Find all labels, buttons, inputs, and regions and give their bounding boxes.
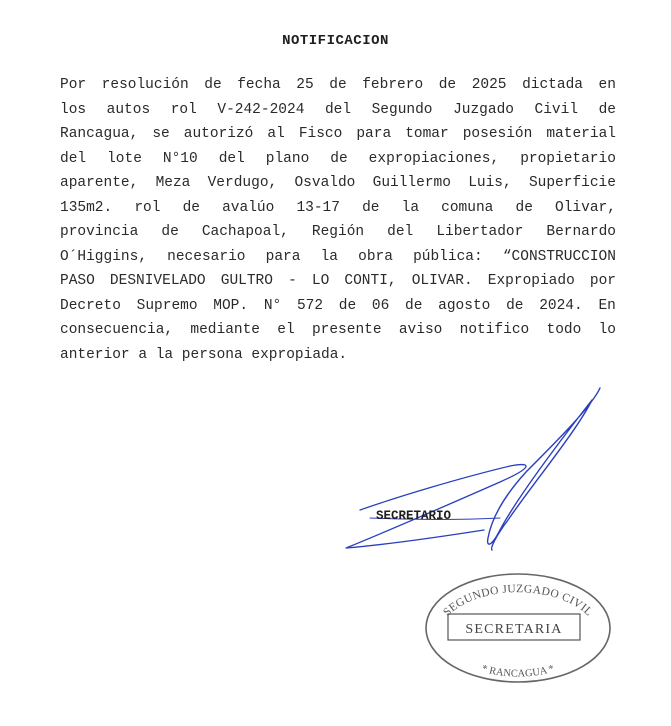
paragraph-line [60, 245, 616, 270]
paragraph-word: avalúo [222, 199, 275, 216]
paragraph-word: del [218, 150, 245, 167]
paragraph-word: de [204, 77, 222, 93]
signature-label: SECRETARIO [376, 509, 452, 523]
paragraph-word: febrero [362, 77, 424, 93]
paragraph-word: de [362, 199, 380, 216]
svg-text:SEGUNDO JUZGADO CIVIL [441, 583, 595, 619]
paragraph-word: persona [181, 346, 243, 363]
paragraph-word: de [438, 77, 457, 93]
paragraph-word: de [182, 199, 200, 216]
paragraph-word: mediante [190, 322, 261, 338]
paragraph-word: en [598, 77, 616, 93]
paragraph-line [60, 269, 616, 294]
paragraph-word: 572 [296, 297, 324, 314]
paragraph-line [60, 122, 616, 147]
paragraph-word: rol [134, 199, 161, 216]
paragraph-word: todo [546, 322, 582, 338]
paragraph-word: material [546, 126, 616, 142]
paragraph-line [60, 220, 616, 245]
paragraph-word: Superficie [528, 175, 616, 191]
paragraph-word: el [277, 322, 295, 338]
paragraph-word: para [265, 248, 301, 265]
paragraph-word: se [152, 126, 170, 142]
handwritten-signature [330, 370, 630, 570]
paragraph-word: N° [263, 297, 282, 314]
paragraph-line [60, 294, 616, 319]
paragraph-word: propietario [520, 150, 616, 167]
stamp-center-text: SECRETARIA [465, 622, 563, 637]
paragraph-word: Bernardo [546, 224, 616, 240]
paragraph-word: autos [106, 101, 151, 118]
paragraph-word: MOP. [213, 297, 249, 314]
paragraph-word: de [330, 150, 348, 167]
paragraph-word: Por [60, 77, 87, 93]
paragraph-word: de [515, 199, 533, 216]
paragraph-word: DESNIVELADO [109, 273, 206, 289]
paragraph-word: rol [170, 101, 197, 118]
paragraph-word: posesión [462, 126, 533, 142]
paragraph-word: Expropiado [487, 273, 575, 289]
paragraph-line [60, 73, 616, 98]
paragraph-word: Luis, [468, 175, 512, 191]
paragraph-word: GULTRO [220, 273, 273, 289]
paragraph-word: CONTI, [344, 273, 397, 289]
paragraph-word: 25 [296, 77, 314, 93]
svg-text:* RANCAGUA * [480, 663, 555, 679]
paragraph-word: 2025 [471, 77, 507, 93]
paragraph-word: la [320, 248, 338, 265]
paragraph-word: plano [265, 150, 310, 167]
paragraph-word: a [138, 346, 148, 363]
paragraph-word: Meza [155, 175, 191, 191]
paragraph-word: los [60, 101, 87, 118]
paragraph-line [60, 98, 616, 123]
paragraph-word: pública: [413, 248, 483, 265]
paragraph-line [60, 171, 616, 196]
paragraph-word: Región [311, 224, 365, 240]
paragraph-word: LO [311, 273, 330, 289]
paragraph-word: la [155, 346, 174, 363]
paragraph-word: Civil [534, 101, 579, 118]
paragraph-word: autorizó [183, 126, 254, 142]
paragraph-word: de [405, 297, 423, 314]
paragraph-word: consecuencia, [60, 322, 174, 338]
paragraph-word: anterior [60, 346, 130, 363]
paragraph-word: expropiaciones, [368, 150, 500, 167]
paragraph-word: Osvaldo [294, 175, 356, 191]
paragraph-line [60, 147, 616, 172]
paragraph-word: Decreto [60, 297, 121, 314]
paragraph-word: O´Higgins, [60, 248, 148, 265]
paragraph-word: agosto [438, 297, 491, 314]
paragraph-word: del [60, 150, 87, 167]
paragraph-word: de [329, 77, 347, 93]
paragraph-word: N°10 [162, 150, 198, 167]
paragraph-word: Supremo [136, 297, 198, 314]
paragraph-word: notifico [459, 322, 530, 338]
paragraph-word: de [161, 224, 179, 240]
paragraph-word: dictada [522, 77, 583, 93]
paragraph-word: lote [107, 150, 142, 167]
paragraph-word: al [267, 126, 285, 142]
paragraph-word: Guillermo [372, 175, 451, 191]
paragraph-word: del [387, 224, 414, 240]
paragraph-word: necesario [167, 248, 246, 265]
paragraph-word: expropiada. [251, 346, 348, 363]
paragraph-word: Segundo [371, 101, 433, 118]
paragraph-word: resolución [101, 77, 189, 93]
notification-paragraph [60, 73, 616, 367]
paragraph-word: Cachapoal, [201, 224, 289, 240]
paragraph-word: Libertador [436, 224, 524, 240]
paragraph-word: comuna [441, 199, 494, 216]
paragraph-word: por [589, 273, 616, 289]
paragraph-word: fecha [237, 77, 281, 93]
paragraph-word: para [356, 126, 392, 142]
paragraph-word: provincia [60, 224, 139, 240]
stamp-bottom-text: * RANCAGUA * [480, 663, 556, 680]
paragraph-word: “CONSTRUCCION [502, 248, 616, 265]
paragraph-word: lo [598, 322, 616, 338]
document-title: NOTIFICACION [282, 33, 389, 49]
paragraph-word: - [288, 273, 297, 289]
paragraph-word: Juzgado [453, 101, 514, 118]
paragraph-word: OLIVAR. [411, 273, 473, 289]
paragraph-word: obra [358, 248, 393, 265]
paragraph-word: 135m2. [60, 199, 113, 216]
paragraph-word: aviso [398, 322, 443, 338]
stamp-top-text: SEGUNDO JUZGADO CIVIL [441, 583, 595, 619]
paragraph-word: aparente, [60, 175, 139, 191]
court-stamp [418, 568, 618, 688]
paragraph-word: tomar [405, 126, 449, 142]
paragraph-line [60, 196, 616, 221]
paragraph-word: 13-17 [296, 199, 340, 216]
paragraph-line [60, 318, 616, 343]
paragraph-word: 2024. [539, 297, 583, 314]
paragraph-line [60, 343, 616, 368]
paragraph-word: la [401, 199, 420, 216]
paragraph-word: de [338, 297, 357, 314]
paragraph-word: del [324, 101, 352, 118]
paragraph-word: presente [311, 322, 382, 338]
paragraph-word: PASO [60, 273, 95, 289]
paragraph-word: de [598, 101, 616, 118]
paragraph-word: Rancagua, [60, 126, 139, 142]
paragraph-word: Olivar, [555, 199, 616, 216]
paragraph-word: Verdugo, [207, 175, 278, 191]
paragraph-word: de [506, 297, 524, 314]
paragraph-word: V-242-2024 [217, 101, 305, 118]
paragraph-word: Fisco [298, 126, 343, 142]
paragraph-word: 06 [371, 297, 390, 314]
paragraph-word: En [598, 297, 616, 314]
